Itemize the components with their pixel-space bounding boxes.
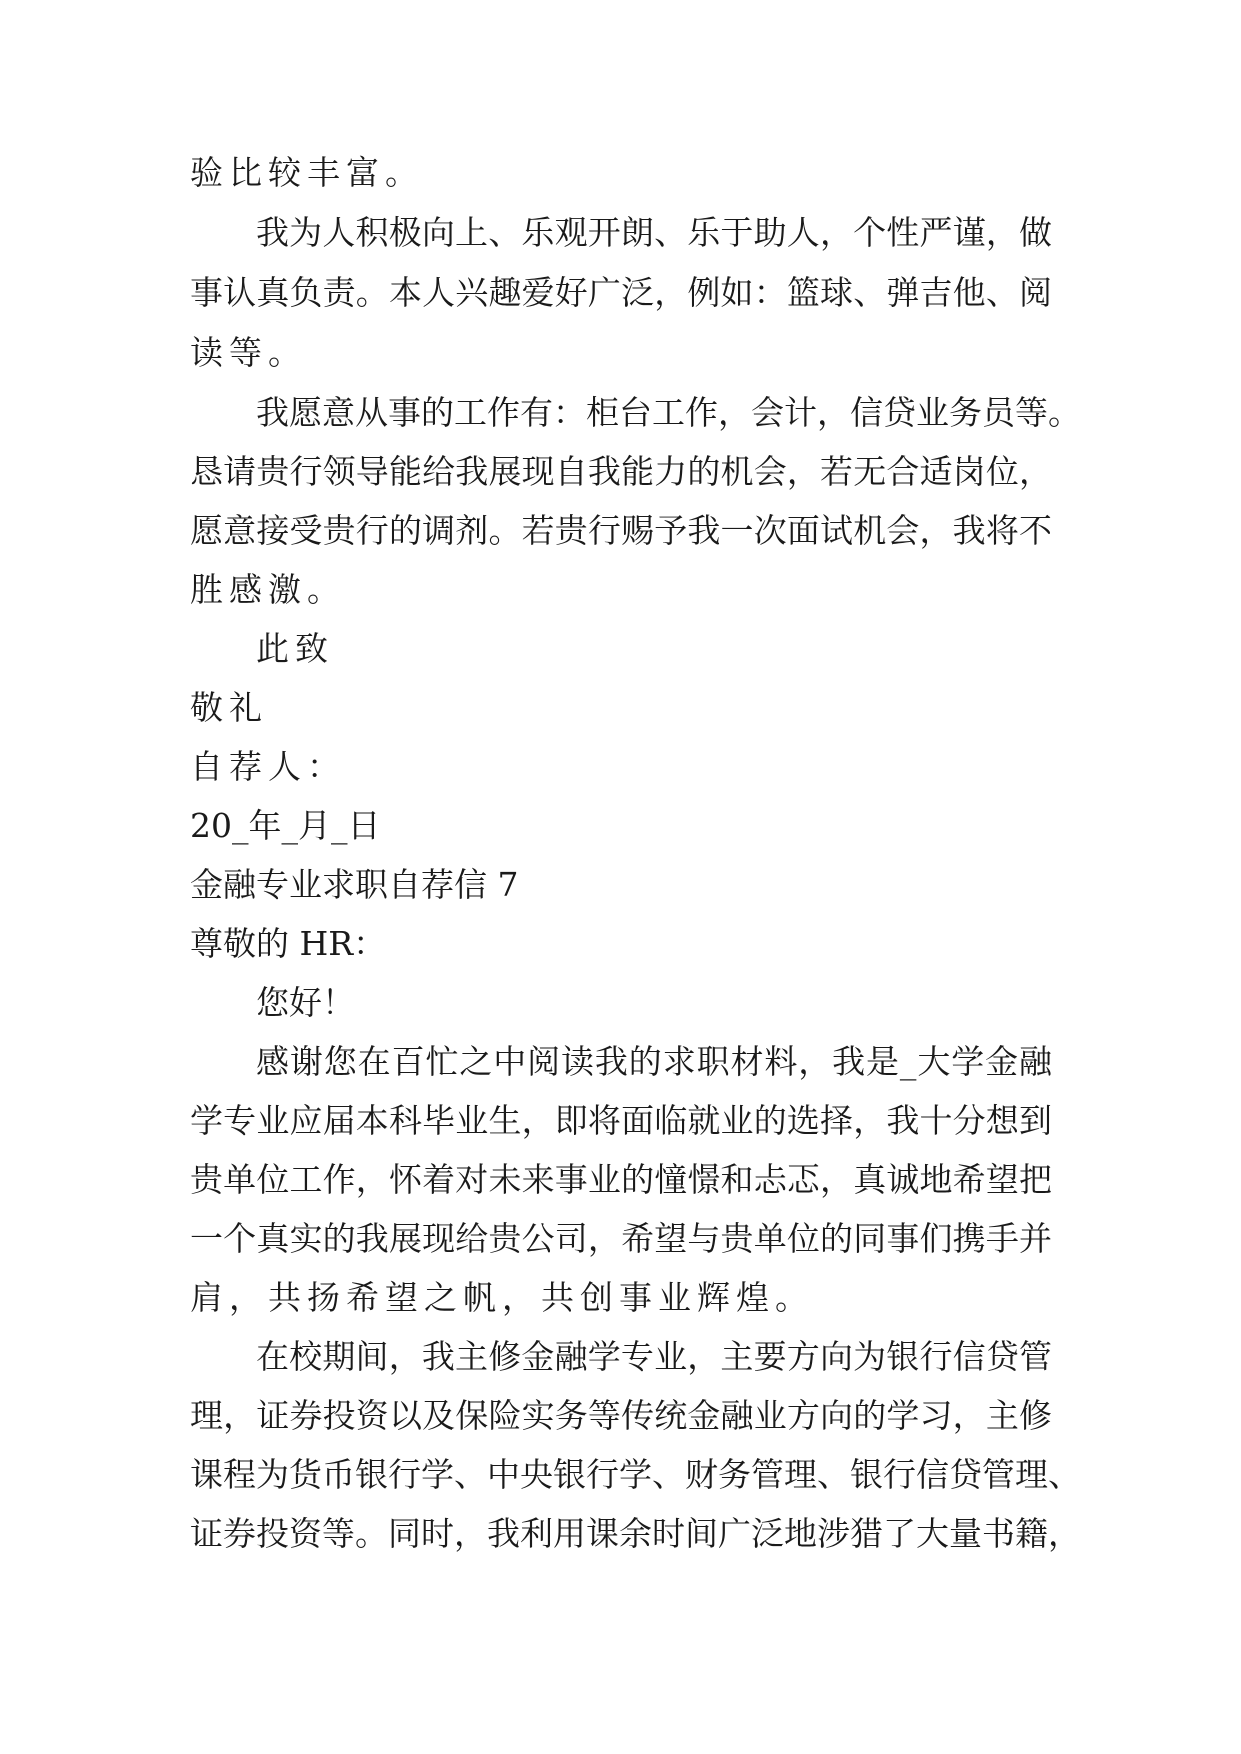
text-line-16: 感谢您在百忙之中阅读我的求职材料，我是_大学金融 bbox=[256, 1042, 1052, 1081]
text-line-4: 读等。 bbox=[190, 333, 307, 372]
text-line-8: 胜感激。 bbox=[190, 570, 346, 609]
text-line-1: 验比较丰富。 bbox=[190, 153, 424, 192]
letter-title: 金融专业求职自荐信 7 bbox=[190, 865, 519, 904]
greeting-recipient: 尊敬的 HR： bbox=[190, 924, 387, 963]
text-line-22: 理，证券投资以及保险实务等传统金融业方向的学习，主修 bbox=[190, 1396, 1052, 1435]
text-line-23: 课程为货币银行学、中央银行学、财务管理、银行信贷管理、 bbox=[190, 1455, 1081, 1494]
date-line: 20_年_月_日 bbox=[190, 806, 381, 845]
text-line-17: 学专业应届本科毕业生，即将面临就业的选择，我十分想到 bbox=[190, 1101, 1052, 1140]
signature-label: 自荐人： bbox=[190, 747, 346, 786]
text-line-7: 愿意接受贵行的调剂。若贵行赐予我一次面试机会，我将不 bbox=[190, 511, 1052, 550]
text-line-6: 恳请贵行领导能给我展现自我能力的机会，若无合适岗位， bbox=[190, 452, 1052, 491]
text-line-5: 我愿意从事的工作有：柜台工作，会计，信贷业务员等。 bbox=[256, 393, 1081, 432]
text-line-20: 肩，共扬希望之帆，共创事业辉煌。 bbox=[190, 1278, 814, 1317]
text-line-18: 贵单位工作，怀着对未来事业的憧憬和忐忑，真诚地希望把 bbox=[190, 1160, 1052, 1199]
text-line-19: 一个真实的我展现给贵公司，希望与贵单位的同事们携手并 bbox=[190, 1219, 1052, 1258]
greeting-hello: 您好！ bbox=[256, 983, 355, 1022]
text-line-24: 证券投资等。同时，我利用课余时间广泛地涉猎了大量书籍， bbox=[190, 1514, 1081, 1553]
closing-salutation: 此致 bbox=[256, 629, 334, 668]
text-line-3: 事认真负责。本人兴趣爱好广泛，例如：篮球、弹吉他、阅 bbox=[190, 273, 1052, 312]
text-line-2: 我为人积极向上、乐观开朗、乐于助人，个性严谨，做 bbox=[256, 213, 1052, 252]
closing-regards: 敬礼 bbox=[190, 688, 268, 727]
text-line-21: 在校期间，我主修金融学专业，主要方向为银行信贷管 bbox=[256, 1337, 1052, 1376]
